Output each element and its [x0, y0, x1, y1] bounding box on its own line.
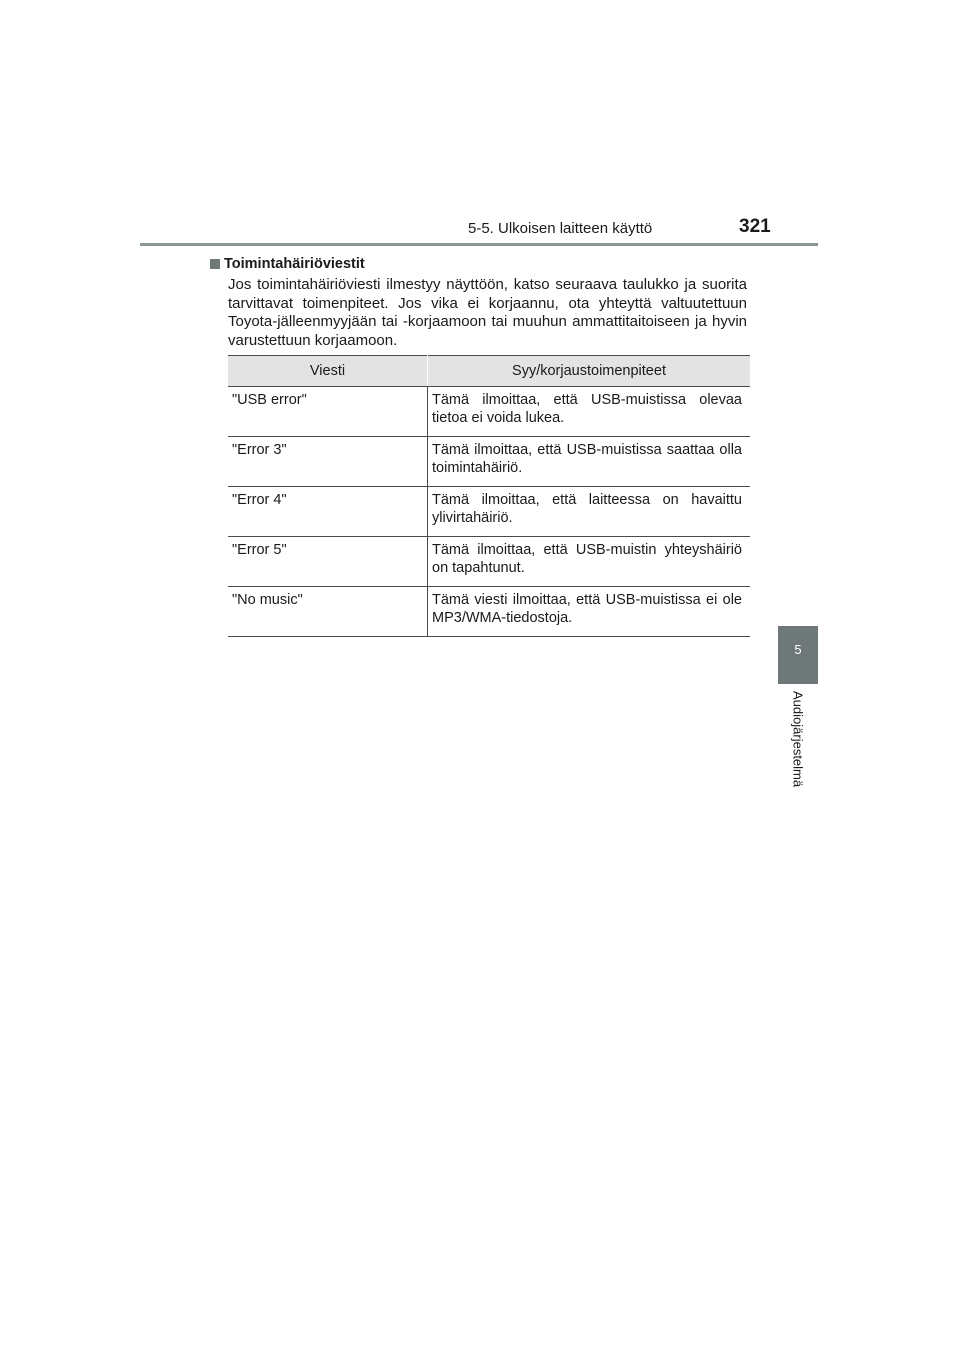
message-cell: "USB error": [228, 387, 428, 437]
intro-paragraph: Jos toimintahäiriöviesti ilmestyy näyttöön, katso seuraava taulukko ja suorita tarvittavat toimenpiteet. Jos vika ei korjaannu, ota yhteyttä valtuutettuun Toyota-jälleenmyyjään tai -korjaamoon tai muuhun ammattitaitoiseen ja hyvin varustettuun korjaamoon.: [228, 276, 747, 350]
section-heading-text: Toimintahäiriöviestit: [224, 256, 365, 272]
message-cell: "Error 5": [228, 537, 428, 587]
cause-cell: Tämä ilmoittaa, että USB-muistissa olevaa tietoa ei voida lukea.: [428, 387, 751, 437]
error-messages-table: [228, 355, 750, 637]
square-bullet-icon: [210, 259, 220, 269]
table-row: [228, 387, 750, 437]
cause-cell: Tämä ilmoittaa, että laitteessa on havaittu ylivirtahäiriö.: [428, 487, 751, 537]
table-row: [228, 587, 750, 637]
message-cell: "Error 3": [228, 437, 428, 487]
column-header: Syy/korjaustoimenpiteet: [428, 356, 751, 387]
chapter-tab-title: Audiojärjestelmä: [790, 691, 806, 788]
table-row: [228, 537, 750, 587]
cause-cell: Tämä ilmoittaa, että USB-muistissa saattaa olla toimintahäiriö.: [428, 437, 751, 487]
table-row: [228, 437, 750, 487]
cause-cell: Tämä ilmoittaa, että USB-muistin yhteyshäiriö on tapahtunut.: [428, 537, 751, 587]
cause-cell: Tämä viesti ilmoittaa, että USB-muistissa ei ole MP3/WMA-tiedostoja.: [428, 587, 751, 637]
table-header-row: [228, 356, 750, 387]
running-header-section: 5-5. Ulkoisen laitteen käyttö: [468, 220, 653, 237]
message-cell: "No music": [228, 587, 428, 637]
chapter-tab: 5: [778, 626, 818, 684]
page-number: 321: [739, 216, 771, 237]
header-divider: [140, 243, 818, 246]
table-row: [228, 487, 750, 537]
column-header: Viesti: [228, 356, 428, 387]
section-heading: [210, 256, 365, 272]
message-cell: "Error 4": [228, 487, 428, 537]
